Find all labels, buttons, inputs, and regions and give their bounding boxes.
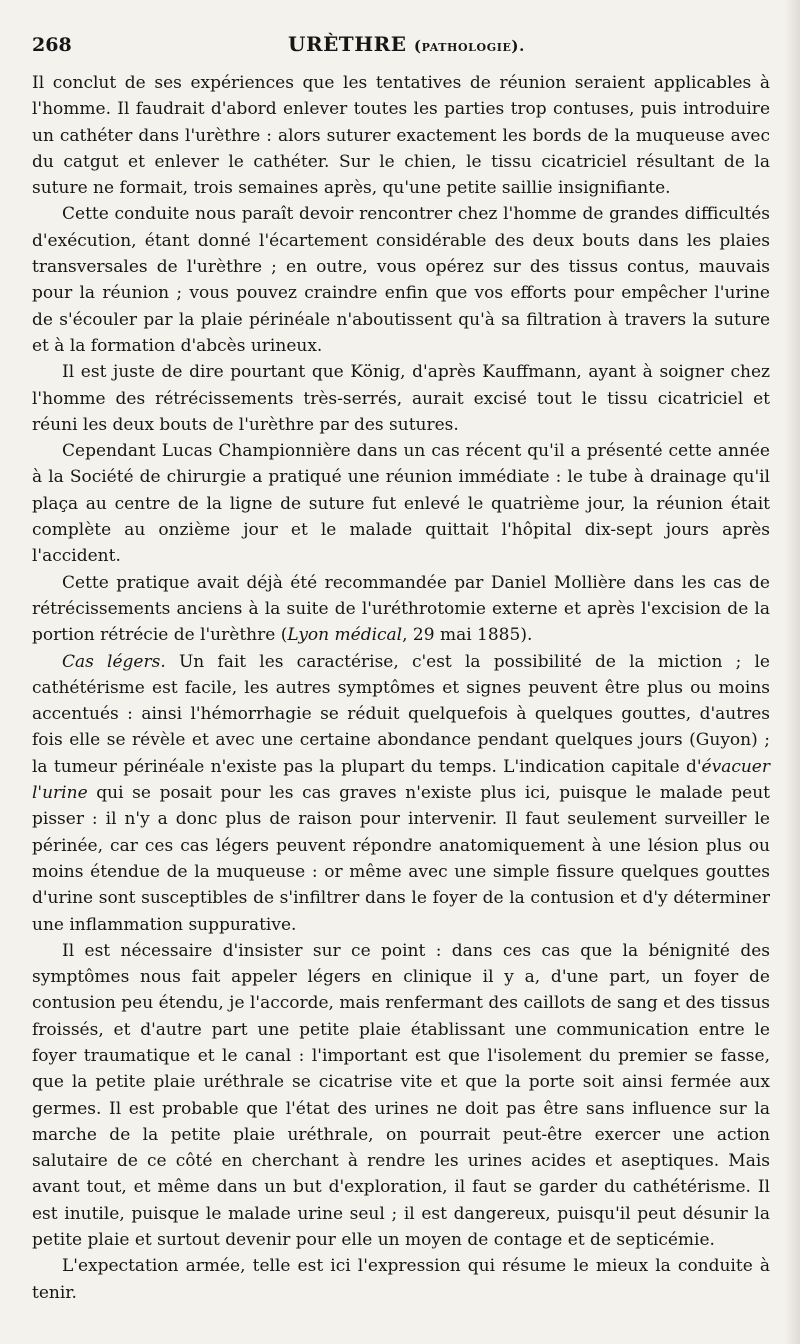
paragraph-1: Il conclut de ses expériences que les tentatives de réunion seraient applicables à l'homme. Il faudrait d'abord enlever toutes les parties trop contuses, puis introduire un cathéter dans l'urèthre : alors suturer exactement les bords de la muqueuse avec du catgut et enlever le cathéter. Sur le chien, le tissu cicatriciel résultant de la suture ne formait, trois semaines après, qu'une petite saillie insignifiante. [32,73,770,199]
paragraph-6-tail: qui se posait pour les cas graves n'existe plus ici, puisque le malade peut pisser : il n'y a donc plus de raison pour intervenir. Il faut seulement surveiller le périnée, car ces cas légers peuvent répondre anatomiquement à une lésion plus ou moins étendue de la muqueuse : or même avec une simple fissure quelques gouttes d'urine sont susceptibles de s'infiltrer dans le foyer de la contusion et d'y déterminer une inflammation suppurative. [32,783,770,935]
running-title-sub: (pathologie). [413,37,525,55]
paragraph-5-tail: , 29 mai 1885). [402,625,533,646]
paragraph-5-text: Cette pratique avait déjà été recommandée par Daniel Mollière dans les cas de rétrécissements anciens à la suite de l'uréthrotomie externe et après l'excision de la portion rétrécie de l'urèthre ( [32,572,770,646]
paragraph-8: L'expectation armée, telle est ici l'expression qui résume le mieux la conduite à tenir. [32,1256,770,1303]
paragraph-6 [32,649,770,938]
paragraph-4: Cependant Lucas Championnière dans un cas récent qu'il a présenté cette année à la Société de chirurgie a pratiqué une réunion immédiate : le tube à drainage qu'il plaça au centre de la ligne de suture fut enlevé le quatrième jour, la réunion était complète au onzième jour et le malade quittait l'hôpital dix-sept jours après l'accident. [32,441,770,567]
running-title-main: URÈTHRE [288,32,407,56]
section-lead-cas-legers: Cas légers. [62,651,166,672]
page-edge-shadow [784,0,800,1344]
running-title [288,32,525,56]
page-number: 268 [32,34,72,56]
paragraph-5 [32,570,770,649]
journal-citation: Lyon médical [287,625,403,646]
emphasis-evacuer-urine: évacuer l'urine [32,756,770,804]
paragraph-2: Cette conduite nous paraît devoir rencontrer chez l'homme de grandes difficultés d'exécution, étant donné l'écartement considérable des deux bouts dans les plaies transversales de l'urèthre ; en outre, vous opérez sur des tissus contus, mauvais pour la réunion ; vous pouvez craindre enfin que vos efforts pour empêcher l'urine de s'écouler par la plaie périnéale n'aboutissent qu'à sa filtration à travers la suture et à la formation d'abcès urineux. [32,204,770,356]
body-text [32,70,770,1306]
paragraph-3: Il est juste de dire pourtant que König, d'après Kauffmann, ayant à soigner chez l'homme des rétrécissements très-serrés, aurait excisé tout le tissu cicatriciel et réuni les deux bouts de l'urèthre par des sutures. [32,362,770,435]
running-header [32,30,770,70]
paragraph-7: Il est nécessaire d'insister sur ce point : dans ces cas que la bénignité des symptômes nous fait appeler légers en clinique il y a, d'une part, un foyer de contusion peu étendu, je l'accorde, mais renfermant des caillots de sang et des tissus froissés, et d'autre part une petite plaie établissant une communication entre le foyer traumatique et le canal : l'important est que l'isolement du premier se fasse, que la petite plaie uréthrale se cicatrise vite et que la porte soit ainsi fermée aux germes. Il est probable que l'état des urines ne doit pas être sans influence sur la marche de la petite plaie uréthrale, on pourrait peut-être exercer une action salutaire de ce côté en cherchant à rendre les urines acides et aseptiques. Mais avant tout, et même dans un but d'exploration, il faut se garder du cathétérisme. Il est inutile, puisque le malade urine seul ; il est dangereux, puisqu'il peut désunir la petite plaie et surtout devenir pour elle un moyen de contage et de septicémie. [32,940,770,1251]
paragraph-6-text: Un fait les caractérise, c'est la possibilité de la miction ; le cathétérisme est facile, les autres symptômes et signes peuvent être plus ou moins accentués : ainsi l'hémorrhagie se réduit quelquefois à quelques gouttes, d'autres fois elle se révèle et avec une certaine abondance pendant quelques jours (Guyon) ; la tumeur périnéale n'existe pas la plupart du temps. L'indication capitale d' [32,651,770,777]
